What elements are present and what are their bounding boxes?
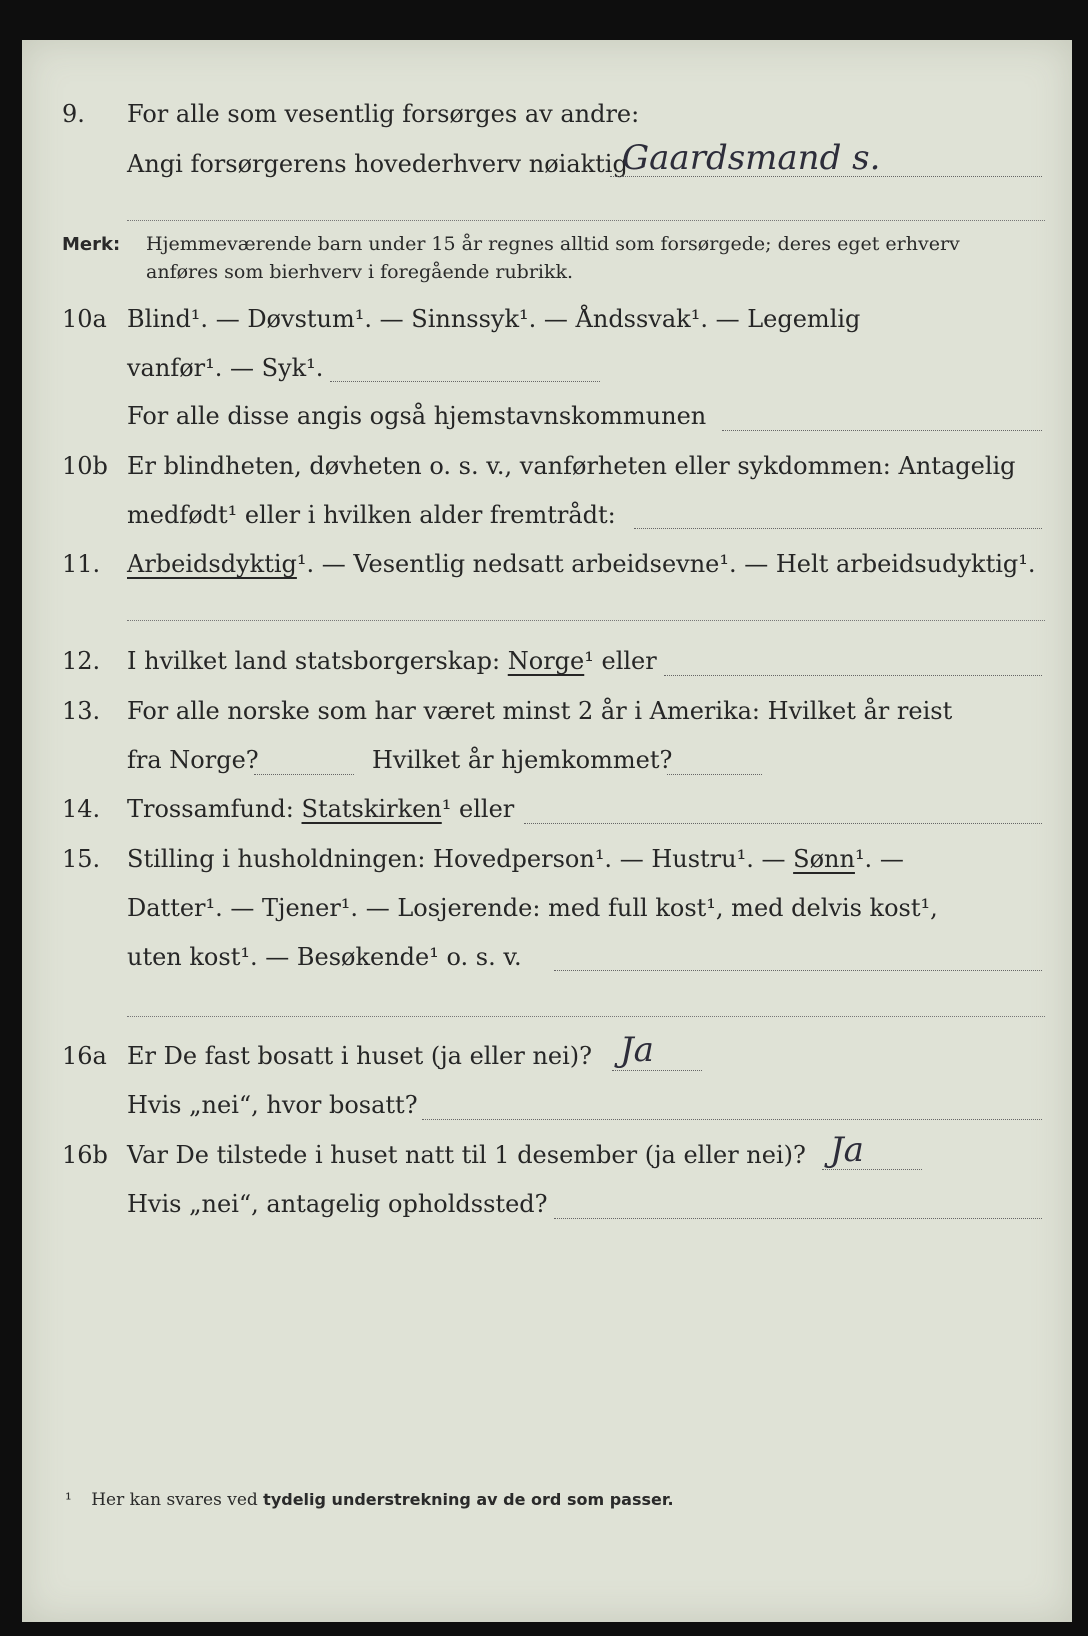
footnote-bold-text: tydelig understrekning av de ord som passer. bbox=[263, 1490, 674, 1509]
question-text: Hvis „nei“, hvor bosatt? bbox=[127, 1091, 418, 1119]
question-number: 11. bbox=[62, 550, 101, 578]
question-text bbox=[127, 795, 514, 823]
answer-line bbox=[554, 970, 1042, 971]
question-10b-line-2 bbox=[22, 501, 1072, 541]
question-text: Blind¹. — Døvstum¹. — Sinnssyk¹. — Åndssvak¹. — Legemlig bbox=[127, 305, 861, 333]
answer-line bbox=[634, 528, 1042, 529]
question-10a-line-1 bbox=[22, 305, 1072, 345]
question-number: 12. bbox=[62, 647, 101, 675]
question-16a-line-2 bbox=[22, 1091, 1072, 1131]
underlined-option: Norge bbox=[507, 647, 585, 675]
question-text bbox=[127, 647, 657, 675]
question-text: For alle norske som har været minst 2 år i Amerika: Hvilket år reist bbox=[127, 697, 953, 725]
note-line-1 bbox=[62, 233, 960, 255]
answer-line bbox=[422, 1119, 1042, 1120]
question-14-line bbox=[22, 795, 1072, 835]
question-number: 15. bbox=[62, 845, 101, 873]
answer-line bbox=[127, 1016, 1045, 1017]
answer-line bbox=[524, 823, 1042, 824]
note-label: Merk: bbox=[62, 234, 121, 255]
question-15-line-2 bbox=[22, 894, 1072, 934]
question-number: 16a bbox=[62, 1042, 107, 1070]
question-text: medfødt¹ eller i hvilken alder fremtrådt: bbox=[127, 501, 616, 529]
question-16b-line-1 bbox=[22, 1141, 1072, 1181]
question-text: For alle som vesentlig forsørges av andre: bbox=[127, 100, 640, 128]
footnote-mark: ¹ bbox=[65, 1490, 72, 1510]
question-15-line-3 bbox=[22, 943, 1072, 983]
question-text: Datter¹. — Tjener¹. — Losjerende: med full kost¹, med delvis kost¹, bbox=[127, 894, 938, 922]
question-text: Hvis „nei“, antagelig opholdssted? bbox=[127, 1190, 548, 1218]
question-number: 10b bbox=[62, 452, 108, 480]
answer-line bbox=[554, 1218, 1042, 1219]
handwritten-answer: Gaardsmand s. bbox=[622, 138, 881, 178]
question-number: 13. bbox=[62, 697, 101, 725]
question-number: 16b bbox=[62, 1141, 108, 1169]
question-text: Er blindheten, døvheten o. s. v., vanførheten eller sykdommen: Antagelig bbox=[127, 452, 1016, 480]
question-9-line-2 bbox=[22, 150, 1072, 190]
question-16b-line-2 bbox=[22, 1190, 1072, 1230]
question-text: For alle disse angis også hjemstavnskommunen bbox=[127, 402, 707, 430]
question-number: 10a bbox=[62, 305, 107, 333]
question-text-pre: Stilling i husholdningen: Hovedperson¹. — Hustru¹. — bbox=[127, 845, 786, 873]
question-text-post: ¹ eller bbox=[584, 647, 657, 675]
question-10b-line-1 bbox=[22, 452, 1072, 492]
answer-line bbox=[722, 430, 1042, 431]
question-text: Er De fast bosatt i huset (ja eller nei)? bbox=[127, 1042, 593, 1070]
answer-line bbox=[667, 774, 762, 775]
question-text bbox=[127, 550, 1036, 578]
question-text: vanfør¹. — Syk¹. bbox=[127, 354, 324, 382]
question-15-line-1 bbox=[22, 845, 1072, 885]
question-text: uten kost¹. — Besøkende¹ o. s. v. bbox=[127, 943, 522, 971]
footnote bbox=[65, 1490, 674, 1510]
question-text-pre: Trossamfund: bbox=[127, 795, 294, 823]
footnote-text: Her kan svares ved bbox=[91, 1490, 258, 1510]
question-number: 14. bbox=[62, 795, 101, 823]
underlined-option: Statskirken bbox=[301, 795, 442, 823]
question-text: Hvilket år hjemkommet? bbox=[372, 746, 673, 774]
question-9-line-1 bbox=[22, 100, 1072, 140]
question-text: fra Norge? bbox=[127, 746, 259, 774]
underlined-option: Arbeidsdyktig bbox=[127, 550, 297, 578]
question-13-line-2 bbox=[22, 746, 1072, 786]
question-text-pre: I hvilket land statsborgerskap: bbox=[127, 647, 501, 675]
question-text-post: ¹ eller bbox=[441, 795, 515, 823]
question-11-line bbox=[22, 550, 1072, 590]
question-text-rest: ¹. — Vesentlig nedsatt arbeidsevne¹. — Helt arbeidsudyktig¹. bbox=[296, 550, 1036, 578]
question-text: Var De tilstede i huset natt til 1 desember (ja eller nei)? bbox=[127, 1141, 806, 1169]
question-10a-line-3 bbox=[22, 402, 1072, 442]
question-text: Angi forsørgerens hovederhverv nøiaktig bbox=[127, 150, 628, 178]
underlined-option: Sønn bbox=[793, 845, 855, 873]
question-12-line bbox=[22, 647, 1072, 687]
question-13-line-1 bbox=[22, 697, 1072, 737]
question-10a-line-2 bbox=[22, 354, 1072, 394]
census-form-page bbox=[22, 40, 1072, 1622]
handwritten-answer: Ja bbox=[620, 1030, 654, 1070]
question-text bbox=[127, 845, 904, 873]
note-text: anføres som bierhverv i foregående rubrikk. bbox=[146, 261, 574, 283]
answer-line bbox=[127, 620, 1045, 621]
handwritten-answer: Ja bbox=[830, 1130, 864, 1170]
question-text-post: ¹. — bbox=[854, 845, 904, 873]
answer-line bbox=[330, 381, 600, 382]
answer-line bbox=[254, 774, 354, 775]
answer-line bbox=[612, 1070, 702, 1071]
note-text: Hjemmeværende barn under 15 år regnes alltid som forsørgede; deres eget erhverv bbox=[146, 233, 960, 255]
question-number: 9. bbox=[62, 100, 85, 128]
answer-line bbox=[664, 675, 1042, 676]
question-16a-line-1 bbox=[22, 1042, 1072, 1082]
answer-line bbox=[127, 220, 1045, 221]
